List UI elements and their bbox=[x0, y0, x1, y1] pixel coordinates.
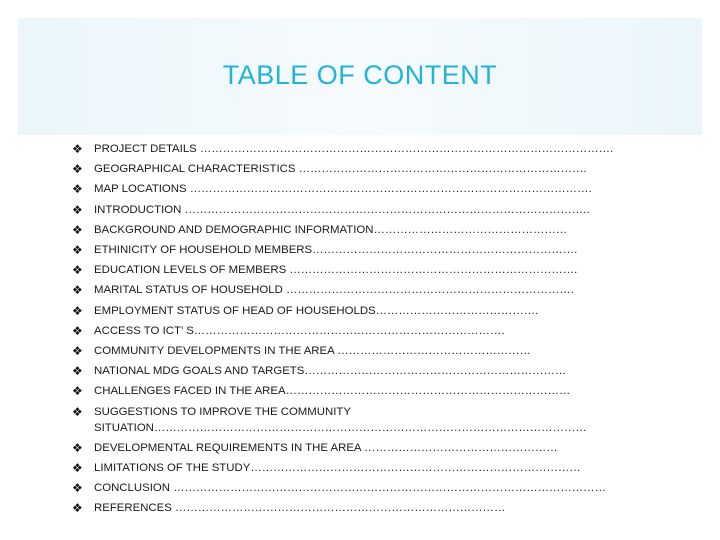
diamond-bullet-icon: ❖ bbox=[72, 303, 83, 318]
diamond-bullet-icon: ❖ bbox=[72, 182, 83, 197]
toc-item-label: ETHINICITY OF HOUSEHOLD MEMBERS……………………………………………………………. bbox=[94, 244, 578, 257]
toc-item bbox=[72, 341, 602, 361]
diamond-bullet-icon: ❖ bbox=[72, 283, 83, 298]
toc-item bbox=[72, 280, 602, 300]
toc-item-label: MARITAL STATUS OF HOUSEHOLD …………………………………………………………………. bbox=[94, 284, 574, 297]
toc-item bbox=[72, 478, 606, 498]
diamond-bullet-icon: ❖ bbox=[72, 162, 83, 177]
toc-item bbox=[72, 458, 602, 478]
toc-item-label: PROJECT DETAILS ………………………………………………………………………………………………. bbox=[94, 143, 614, 155]
diamond-bullet-icon: ❖ bbox=[72, 323, 83, 338]
toc-item-label: MAP LOCATIONS ……………………………………………………………………………………………. bbox=[94, 183, 592, 196]
diamond-bullet-icon: ❖ bbox=[72, 481, 83, 496]
toc-item-label: CHALLENGES FACED IN THE AREA………………………………………………………………… bbox=[94, 385, 571, 398]
toc-item-label: DEVELOPMENTAL REQUIREMENTS IN THE AREA …………………………………………… bbox=[94, 441, 558, 454]
diamond-bullet-icon: ❖ bbox=[72, 344, 83, 359]
toc-item-label: CONCLUSION …………………………………………………………………………………………………… bbox=[94, 482, 606, 495]
toc-item bbox=[72, 498, 602, 518]
toc-item bbox=[72, 179, 602, 199]
toc-item bbox=[72, 139, 614, 159]
toc-item-label: SUGGESTIONS TO IMPROVE THE COMMUNITY SITUATION…………………………………………………………………………………………………… bbox=[94, 405, 587, 434]
diamond-bullet-icon: ❖ bbox=[72, 222, 83, 237]
diamond-bullet-icon: ❖ bbox=[72, 384, 83, 399]
toc-item bbox=[72, 321, 602, 341]
toc-item-label: BACKGROUND AND DEMOGRAPHIC INFORMATION…………………………………………… bbox=[94, 223, 568, 236]
toc-item bbox=[72, 438, 602, 458]
toc-item bbox=[72, 301, 602, 321]
diamond-bullet-icon: ❖ bbox=[72, 404, 83, 419]
page-title: TABLE OF CONTENT bbox=[222, 60, 498, 90]
toc-item-label: INTRODUCTION …………………………………………………………………………………………….. bbox=[94, 203, 590, 216]
table-of-contents bbox=[72, 139, 614, 518]
toc-item-label: EMPLOYMENT STATUS OF HEAD OF HOUSEHOLDS……………………………………. bbox=[94, 304, 539, 317]
toc-item bbox=[72, 361, 602, 381]
toc-item bbox=[72, 260, 602, 280]
toc-item-label: REFERENCES …………………………………………………………………………… bbox=[94, 502, 506, 515]
toc-item-label: COMMUNITY DEVELOPMENTS IN THE AREA …………………………………………… bbox=[94, 345, 531, 358]
toc-item bbox=[72, 240, 602, 260]
toc-item-label: GEOGRAPHICAL CHARACTERISTICS …………………………………………………………………. bbox=[94, 163, 587, 176]
diamond-bullet-icon: ❖ bbox=[72, 364, 83, 379]
toc-item-label: ACCESS TO ICT’ S………………………………………………………………………. bbox=[94, 324, 505, 337]
toc-item bbox=[72, 159, 602, 179]
toc-item-label: LIMITATIONS OF THE STUDY…………………………………………………………………………… bbox=[94, 461, 581, 474]
toc-item bbox=[72, 220, 602, 240]
diamond-bullet-icon: ❖ bbox=[72, 142, 83, 156]
toc-item-label: NATIONAL MDG GOALS AND TARGETS…………………………………………………………… bbox=[94, 365, 567, 378]
toc-item bbox=[72, 200, 602, 220]
toc-item-label: EDUCATION LEVELS OF MEMBERS …………………………………………………………………. bbox=[94, 264, 578, 277]
diamond-bullet-icon: ❖ bbox=[72, 460, 83, 475]
toc-item bbox=[72, 402, 602, 438]
diamond-bullet-icon: ❖ bbox=[72, 501, 83, 516]
toc-item bbox=[72, 381, 602, 401]
diamond-bullet-icon: ❖ bbox=[72, 263, 83, 278]
diamond-bullet-icon: ❖ bbox=[72, 243, 83, 258]
diamond-bullet-icon: ❖ bbox=[72, 440, 83, 455]
diamond-bullet-icon: ❖ bbox=[72, 202, 83, 217]
